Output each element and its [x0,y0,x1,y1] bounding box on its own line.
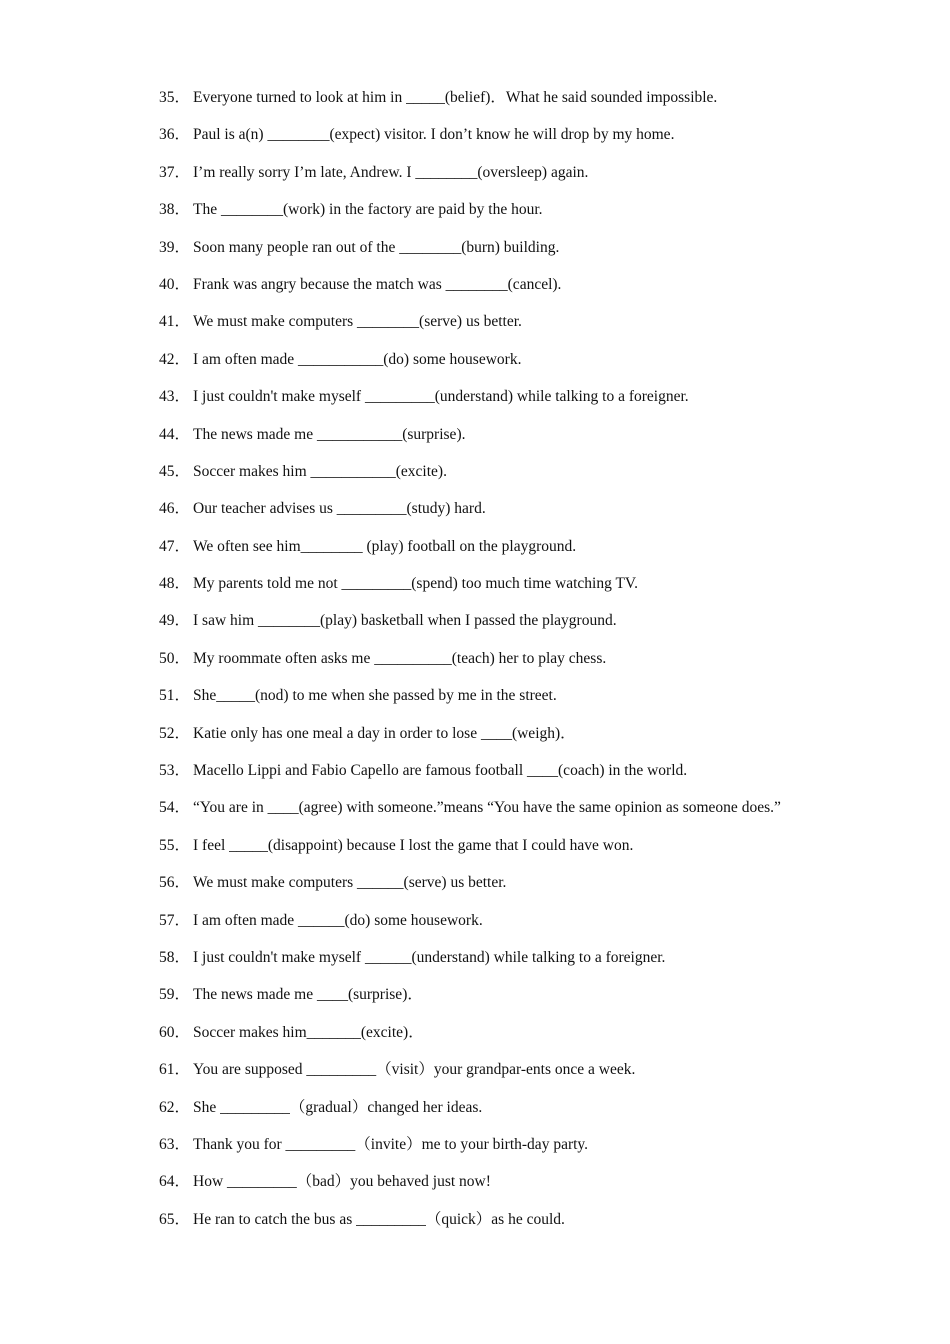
question-52 [159,715,799,752]
question-text: The ________(work) in the factory are paid by the hour. [193,201,543,219]
question-38 [159,191,799,228]
question-text: Thank you for _________（invite）me to your birth-day party. [193,1135,589,1153]
question-text: Katie only has one meal a day in order to lose ____(weigh)． [193,724,576,742]
question-44 [159,416,799,453]
question-text: Frank was angry because the match was ________(cancel). [193,275,562,293]
question-61 [159,1051,799,1088]
question-text: I am often made ___________(do) some housework. [193,350,522,368]
question-number: 50． [159,649,191,667]
question-number: 39． [159,238,191,256]
question-text: My parents told me not _________(spend) too much time watching TV. [193,575,638,593]
question-number: 62． [159,1098,191,1116]
question-number: 65． [159,1210,191,1228]
question-text: I’m really sorry I’m late, Andrew. I ________(oversleep) again. [193,163,589,181]
question-40 [159,266,799,303]
question-text: I just couldn't make myself ______(understand) while talking to a foreigner. [193,949,666,966]
question-text: Soccer makes him ___________(excite). [193,462,447,480]
question-list [159,79,799,1238]
question-text: Everyone turned to look at him in _____(belief)．What he said sounded impossible. [193,89,718,106]
question-number: 45． [159,462,191,480]
question-text: She_____(nod) to me when she passed by me in the street. [193,687,557,705]
question-number: 63． [159,1135,191,1153]
question-number: 58． [159,949,191,966]
question-text: The news made me ____(surprise)． [193,986,423,1004]
question-53 [159,752,799,789]
question-number: 46． [159,500,191,518]
question-text: I just couldn't make myself _________(understand) while talking to a foreigner. [193,388,689,406]
question-text: We must make computers ______(serve) us better. [193,874,507,892]
question-text: We often see him________ (play) football on the playground. [193,537,577,555]
question-number: 54． [159,799,191,817]
question-number: 55． [159,836,191,854]
question-number: 64． [159,1173,191,1191]
question-47 [159,528,799,565]
question-number: 61． [159,1061,191,1079]
question-number: 37． [159,163,191,181]
question-number: 47． [159,537,191,555]
question-number: 38． [159,201,191,219]
question-35 [159,79,799,116]
question-number: 49． [159,612,191,630]
question-50 [159,640,799,677]
question-text: I feel _____(disappoint) because I lost the game that I could have won. [193,836,634,854]
question-46 [159,490,799,527]
question-48 [159,565,799,602]
question-text: “You are in ____(agree) with someone.”means “You have the same opinion as someone does.” [193,799,781,817]
question-text: Our teacher advises us _________(study) hard. [193,500,486,518]
question-number: 44． [159,425,191,443]
question-60 [159,1014,799,1051]
question-59 [159,976,799,1013]
question-64 [159,1163,799,1200]
question-43 [159,378,799,415]
question-text: You are supposed _________（visit）your grandpar-ents once a week. [193,1061,636,1079]
question-42 [159,341,799,378]
question-text: Paul is a(n) ________(expect) visitor. I don’t know he will drop by my home. [193,126,675,144]
question-51 [159,677,799,714]
question-text: How _________（bad）you behaved just now! [193,1173,491,1191]
question-number: 40． [159,275,191,293]
question-37 [159,154,799,191]
question-36 [159,116,799,153]
question-text: Macello Lippi and Fabio Capello are famous football ____(coach) in the world. [193,762,688,780]
question-57 [159,902,799,939]
question-number: 43． [159,388,191,406]
question-55 [159,827,799,864]
question-number: 57． [159,911,191,929]
question-text: I saw him ________(play) basketball when I passed the playground. [193,612,617,630]
question-41 [159,303,799,340]
question-number: 41． [159,313,191,331]
question-39 [159,229,799,266]
question-number: 51． [159,687,191,705]
question-54 [159,789,799,826]
question-text: Soccer makes him_______(excite)． [193,1023,424,1041]
question-65 [159,1201,799,1238]
question-text: We must make computers ________(serve) us better. [193,313,522,331]
question-text: Soon many people ran out of the ________(burn) building. [193,238,560,256]
question-number: 53． [159,762,191,780]
question-63 [159,1126,799,1163]
question-number: 56． [159,874,191,892]
question-number: 36． [159,126,191,144]
question-text: She _________（gradual）changed her ideas. [193,1098,483,1116]
question-number: 60． [159,1023,191,1041]
question-number: 35． [159,89,191,106]
question-58 [159,939,799,976]
question-text: I am often made ______(do) some housework. [193,911,483,929]
question-text: The news made me ___________(surprise). [193,425,466,443]
question-number: 52． [159,724,191,742]
question-45 [159,453,799,490]
question-49 [159,602,799,639]
question-56 [159,864,799,901]
question-number: 48． [159,575,191,593]
question-text: My roommate often asks me __________(teach) her to play chess. [193,649,607,667]
question-number: 42． [159,350,191,368]
question-62 [159,1089,799,1126]
question-number: 59． [159,986,191,1004]
question-text: He ran to catch the bus as _________（quick）as he could. [193,1210,565,1228]
